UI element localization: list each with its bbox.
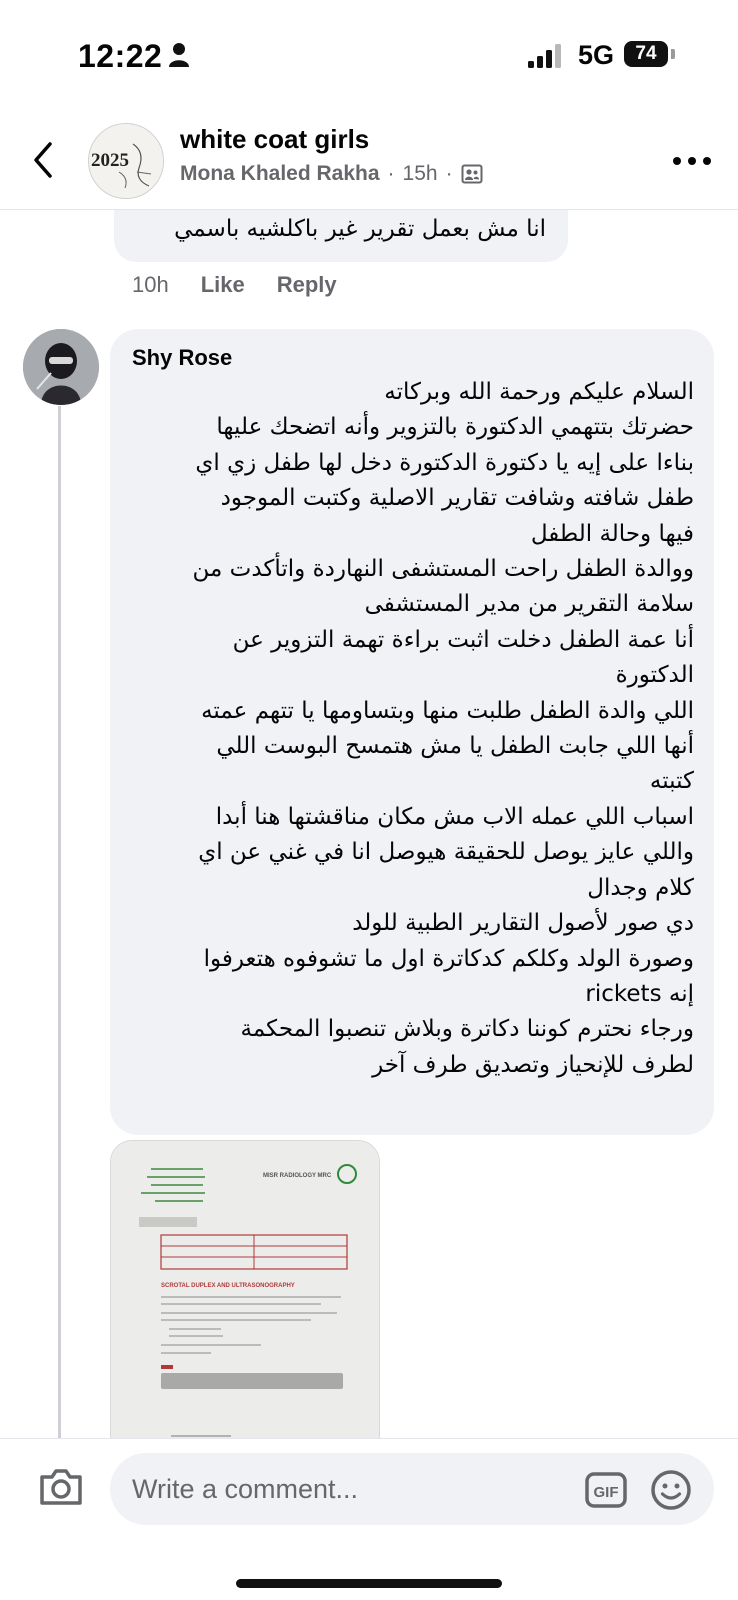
camera-icon[interactable] [38, 1467, 84, 1507]
comment-line: أنا عمة الطفل دخلت اثبت براءة تهمة التزوير عن [232, 626, 694, 653]
gif-icon[interactable] [585, 1472, 627, 1508]
report-brand: MISR RADIOLOGY MRC [263, 1173, 332, 1179]
battery-tip [671, 49, 675, 59]
comment-bubble [110, 329, 714, 1135]
previous-reply-bubble [114, 210, 568, 262]
like-button[interactable]: Like [200, 272, 245, 297]
post-author[interactable]: Mona Khaled Rakha [180, 162, 380, 185]
comment-line: وصورة الولد وكلكم كدكاترة اول ما تشوفوه هتعرفوا [203, 945, 694, 972]
reply-button[interactable]: Reply [276, 272, 337, 297]
group-avatar[interactable] [88, 123, 164, 199]
svg-text:GIF: GIF [593, 1484, 619, 1501]
post-age[interactable]: 15h [402, 162, 438, 185]
comment-line: اللي والدة الطفل طلبت منها وبتساومها يا تتهم عمته [201, 697, 694, 724]
comment-line: طفل شافته وشافت تقارير الاصلية وكتبت الموجود [220, 485, 694, 512]
comment-line: أنها اللي جابت الطفل يا مش هتمسح البوست اللي [216, 733, 694, 760]
meta-separator-2: · [445, 162, 453, 185]
comment-line: كلام وجدال [587, 874, 694, 901]
comment-line: الدكتورة [615, 662, 694, 689]
group-avatar-art [89, 124, 164, 199]
previous-reply-text: انا مش بعمل تقرير غير باكلشيه باسمي [174, 216, 546, 242]
battery-level: 74 [624, 41, 668, 67]
attachment-photo[interactable] [110, 1140, 380, 1440]
comment-line: ورجاء نحترم كوننا دكاترة وبلاش تنصبوا المحكمة [240, 1016, 694, 1043]
group-name[interactable]: white coat girls [180, 124, 370, 154]
commenter-avatar[interactable] [23, 329, 99, 405]
comment-line: لطرف للإنحياز وتصديق طرف آخر [372, 1051, 694, 1078]
chevron-left-icon[interactable] [28, 138, 58, 182]
status-time: 12:22 [78, 38, 163, 74]
comment-line: فيها وحالة الطفل [530, 520, 694, 547]
comment-composer [0, 1438, 738, 1600]
members-icon [461, 163, 483, 185]
comment-line: واللي عايز يوصل للحقيقة هيوصل انا في غني عن اي [198, 839, 694, 866]
comment-line: إنه rickets [585, 980, 694, 1007]
thread-line [58, 406, 61, 1438]
emoji-icon[interactable] [650, 1469, 692, 1511]
status-bar [0, 0, 738, 110]
commenter-avatar-art [23, 329, 99, 405]
home-indicator [236, 1579, 502, 1588]
comment-author[interactable]: Shy Rose [132, 345, 233, 370]
avatar-year: 2025 [91, 150, 129, 171]
comment-line: حضرتك بتتهمي الدكتورة بالتزوير وأنه اتضحك عليها [216, 414, 694, 441]
comment-line: ووالدة الطفل راحت المستشفى النهاردة واتأكدت من [192, 556, 694, 583]
signal-icon [528, 44, 562, 68]
previous-reply-actions [132, 272, 337, 298]
network-label: 5G [578, 40, 615, 70]
comment-line: كتبته [649, 768, 694, 795]
post-header [0, 110, 738, 210]
comment-line: السلام عليكم ورحمة الله وبركاته [384, 379, 694, 405]
comment-line: دي صور لأصول التقارير الطبية للولد [352, 910, 694, 937]
reply-time[interactable]: 10h [132, 272, 169, 297]
comment-line: سلامة التقرير من مدير المستشفى [364, 591, 694, 618]
report-photo-art [111, 1141, 380, 1440]
post-meta [180, 162, 483, 186]
report-section-title: SCROTAL DUPLEX AND ULTRASONOGRAPHY [161, 1283, 295, 1289]
comment-line: اسباب اللي عمله الاب مش مكان مناقشتها هنا أبدا [215, 803, 694, 830]
meta-separator: · [387, 162, 395, 185]
comment-line: بناءا على إيه يا دكتورة الدكتورة دخل لها طفل زي اي [195, 449, 694, 476]
person-icon [168, 42, 190, 68]
comment-text [130, 375, 694, 1083]
more-dots-icon[interactable] [672, 156, 712, 166]
